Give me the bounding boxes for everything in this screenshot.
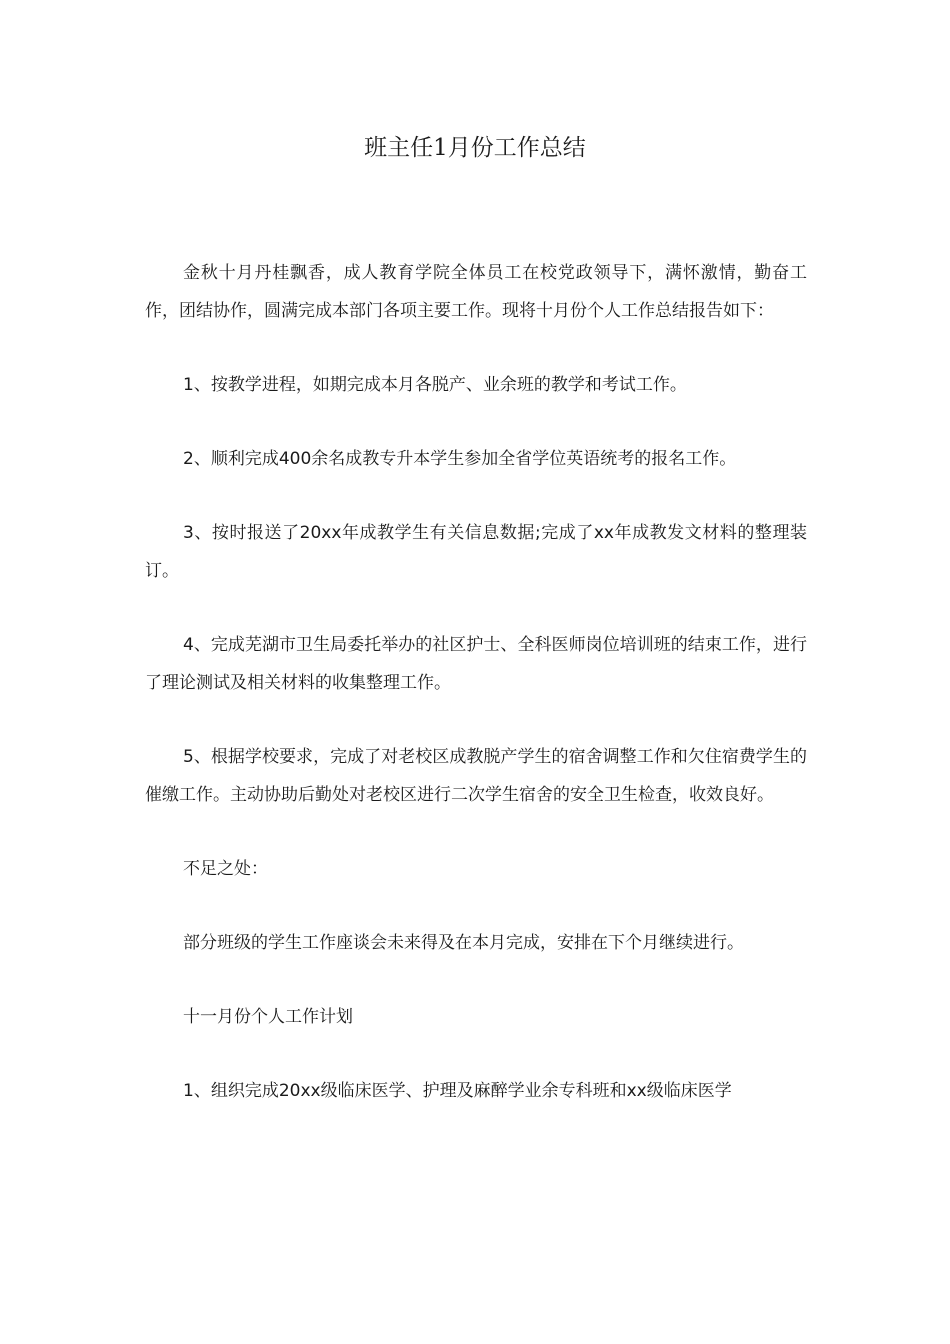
paragraph-plan-heading: 十一月份个人工作计划 — [183, 1007, 353, 1027]
paragraph-intro: 金秋十月丹桂飘香，成人教育学院全体员工在校党政领导下，满怀激情，勤奋工作，团结协作，圆满完成本部门各项主要工作。现将十月份个人工作总结报告如下： — [145, 263, 807, 321]
paragraph-item-5: 5、根据学校要求，完成了对老校区成教脱产学生的宿舍调整工作和欠住宿费学生的催缴工作。主动协助后勤处对老校区进行二次学生宿舍的安全卫生检查，收效良好。 — [145, 747, 807, 805]
paragraph-shortcomings-heading: 不足之处： — [183, 859, 268, 879]
paragraph-item-1: 1、按教学进程，如期完成本月各脱产、业余班的教学和考试工作。 — [183, 375, 687, 395]
paragraph-item-2: 2、顺利完成400余名成教专升本学生参加全省学位英语统考的报名工作。 — [183, 449, 737, 469]
paragraph-item-4: 4、完成芜湖市卫生局委托举办的社区护士、全科医师岗位培训班的结束工作，进行了理论测试及相关材料的收集整理工作。 — [145, 635, 807, 693]
paragraph-plan-item-1: 1、组织完成20xx级临床医学、护理及麻醉学业余专科班和xx级临床医学 — [183, 1081, 732, 1101]
document-title: 班主任1月份工作总结 — [364, 135, 586, 161]
paragraph-shortcomings: 部分班级的学生工作座谈会未来得及在本月完成，安排在下个月继续进行。 — [183, 933, 744, 953]
paragraph-item-3: 3、按时报送了20xx年成教学生有关信息数据;完成了xx年成教发文材料的整理装订。 — [145, 523, 807, 581]
document-body — [145, 254, 807, 1146]
